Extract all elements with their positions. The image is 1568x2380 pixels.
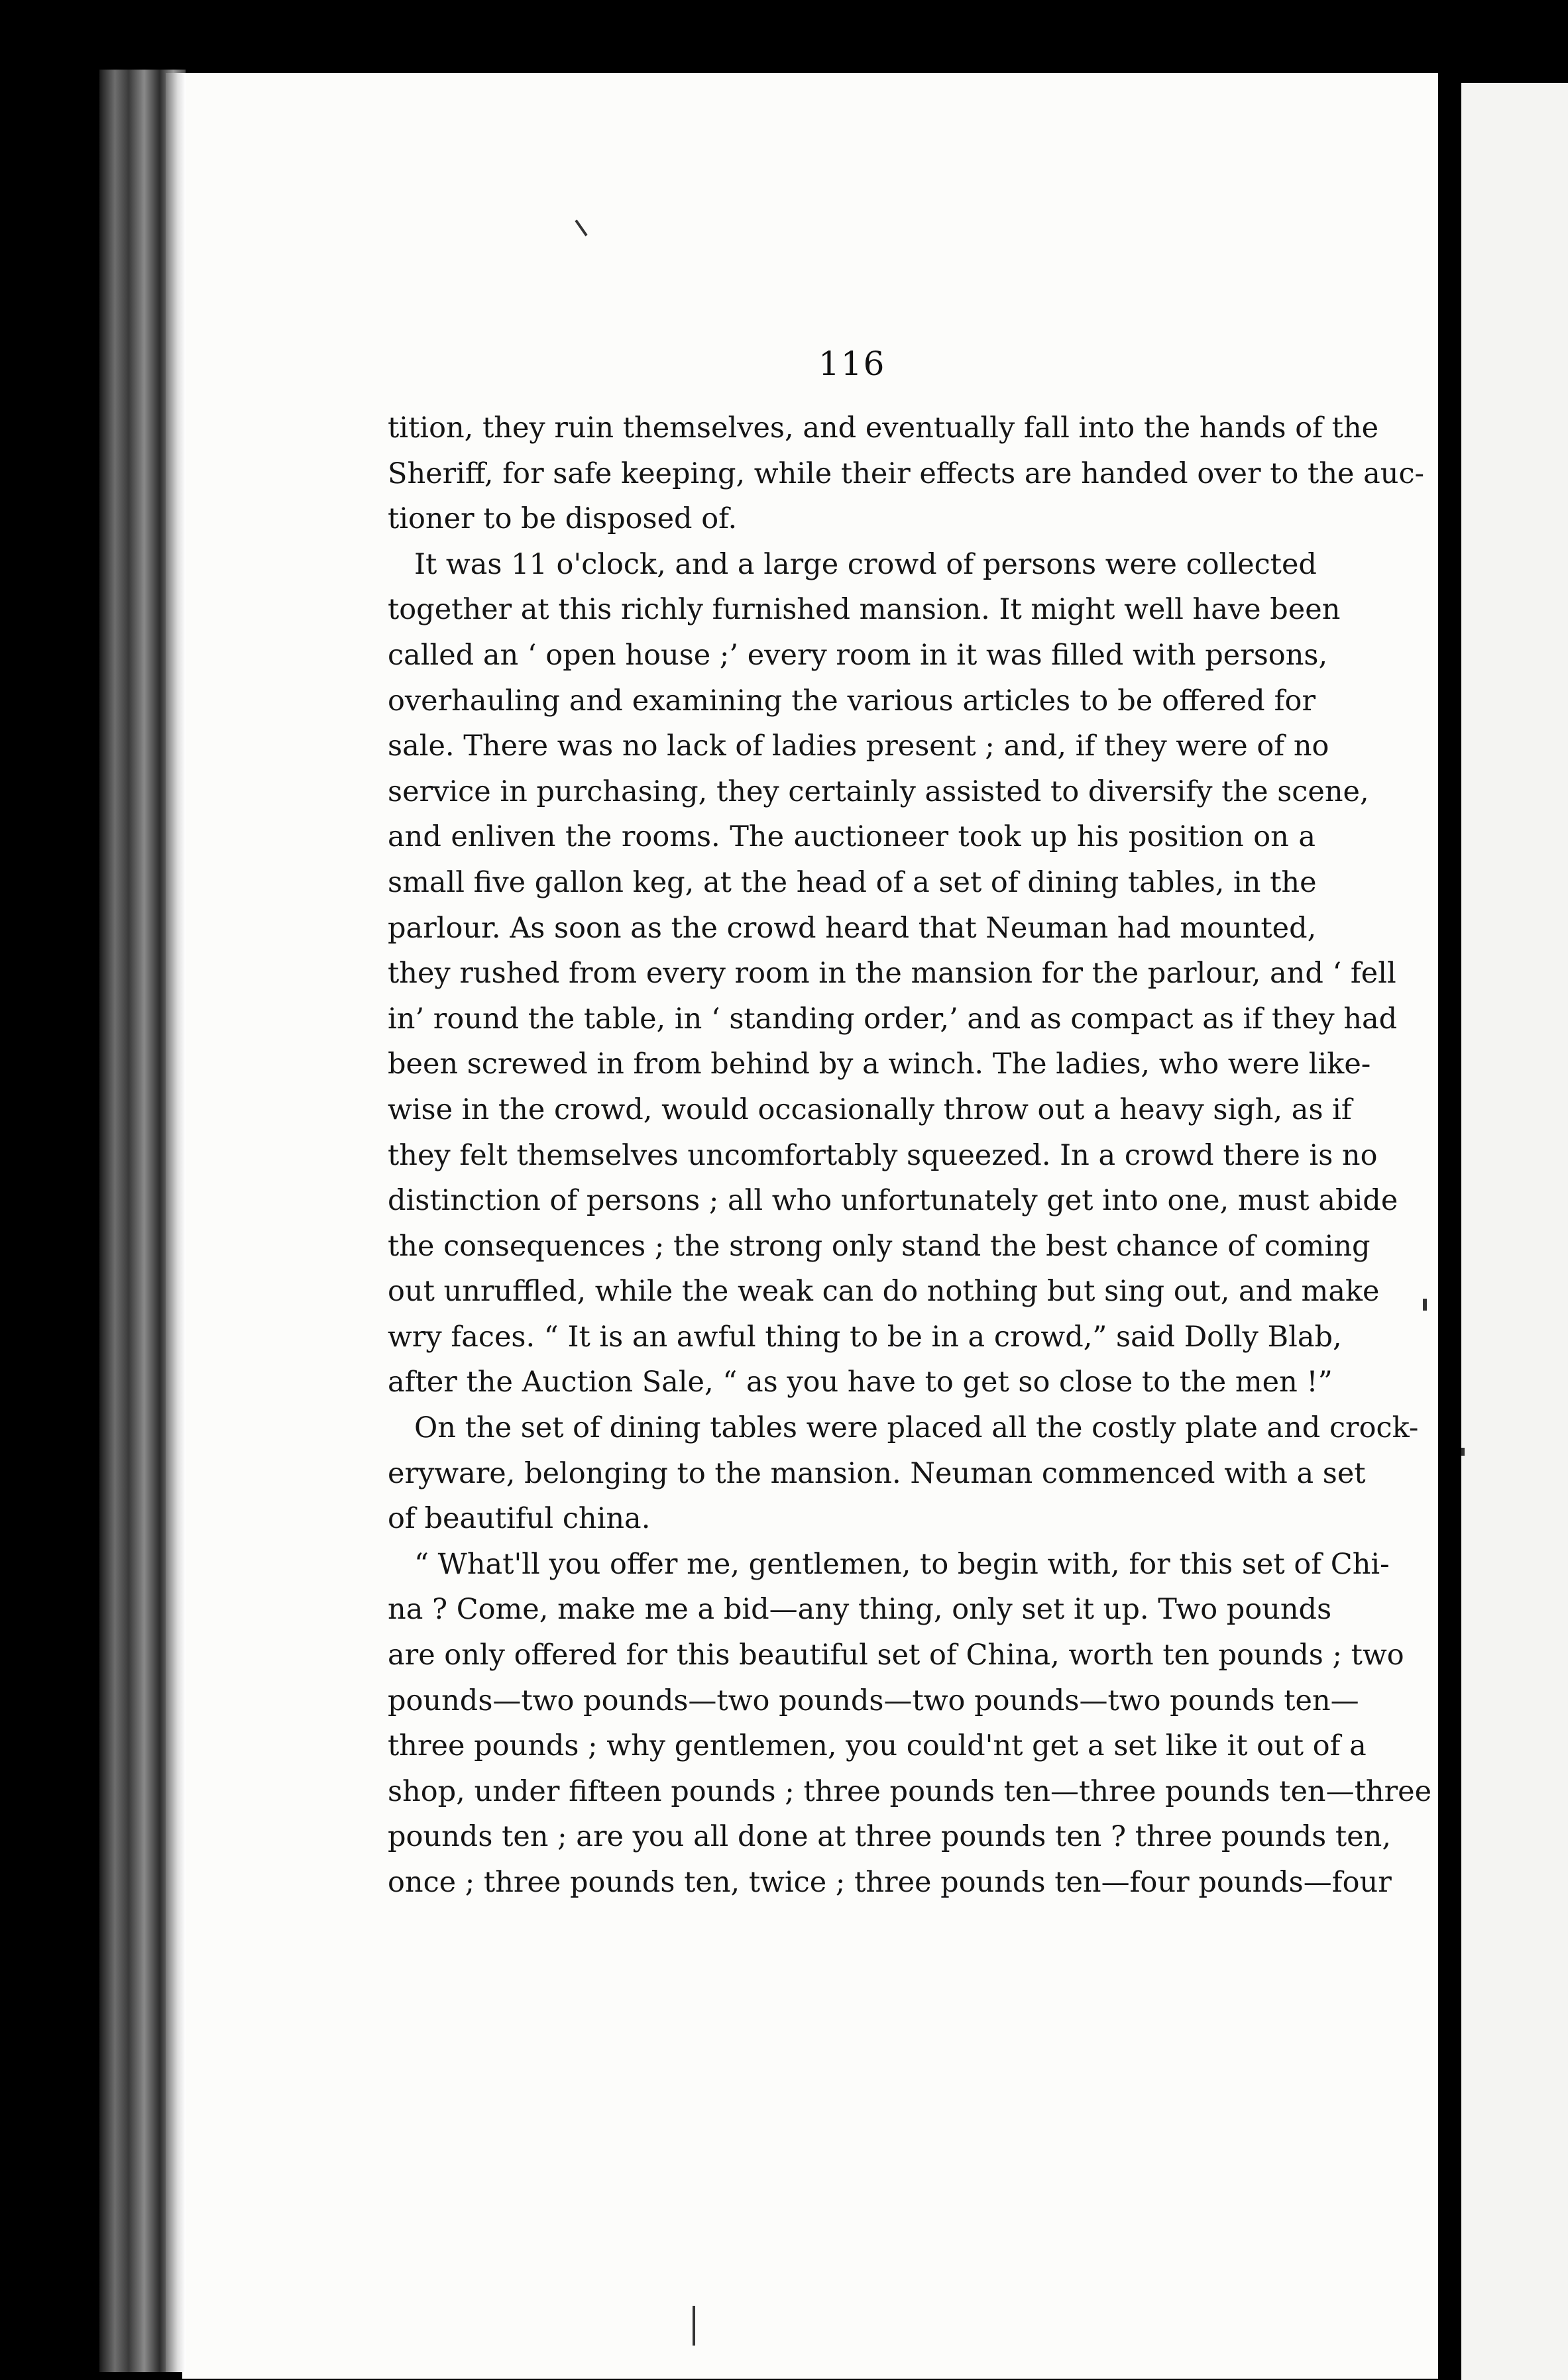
scan-speck [1461, 1448, 1465, 1456]
text-line: out unruffled, while the weak can do nothing but sing out, and make [388, 1275, 1380, 1309]
text-line: small five gallon keg, at the head of a set of dining tables, in the [388, 865, 1317, 899]
text-line: sale. There was no lack of ladies present ; and, if they were of no [388, 730, 1329, 763]
text-line: tition, they ruin themselves, and eventually fall into the hands of the [388, 411, 1379, 445]
scan-speck [1423, 1299, 1427, 1311]
facing-page-edge [1461, 83, 1568, 2380]
text-line: wry faces. “ It is an awful thing to be in a crowd,” said Dolly Blab, [388, 1320, 1342, 1354]
text-line: they felt themselves uncomfortably squeezed. In a crowd there is no [388, 1138, 1378, 1172]
text-line: service in purchasing, they certainly assisted to diversify the scene, [388, 775, 1369, 808]
text-line: after the Auction Sale, “ as you have to get so close to the men !” [388, 1366, 1333, 1399]
text-line: and enliven the rooms. The auctioneer took up his position on a [388, 820, 1316, 854]
text-line: been screwed in from behind by a winch. The ladies, who were like- [388, 1048, 1371, 1081]
text-line: called an ‘ open house ;’ every room in it was filled with persons, [388, 638, 1328, 672]
text-line: once ; three pounds ten, twice ; three pounds ten—four pounds—four [388, 1866, 1392, 1899]
text-line: pounds ten ; are you all done at three pounds ten ? three pounds ten, [388, 1820, 1391, 1854]
text-line: the consequences ; the strong only stand the best chance of coming [388, 1229, 1371, 1263]
body-text [388, 406, 1432, 1906]
text-line: On the set of dining tables were placed all the costly plate and crock- [414, 1411, 1419, 1445]
page-gutter-shadow [166, 73, 186, 2372]
text-line: they rushed from every room in the mansion for the parlour, and ‘ fell [388, 957, 1396, 991]
text-line: tioner to be disposed of. [388, 502, 738, 536]
text-line: distinction of persons ; all who unfortunately get into one, must abide [388, 1184, 1398, 1218]
text-line: wise in the crowd, would occasionally throw out a heavy sigh, as if [388, 1093, 1352, 1126]
text-line: shop, under fifteen pounds ; three pounds ten—three pounds ten—three [388, 1774, 1432, 1808]
page-number: 116 [818, 345, 886, 383]
text-line: of beautiful china. [388, 1502, 651, 1536]
text-line: na ? Come, make me a bid—any thing, only set it up. Two pounds [388, 1593, 1332, 1627]
text-line: It was 11 o'clock, and a large crowd of persons were collected [414, 547, 1317, 581]
text-line: eryware, belonging to the mansion. Neuman commenced with a set [388, 1456, 1366, 1490]
text-line: together at this richly furnished mansion. It might well have been [388, 593, 1341, 627]
text-line: in’ round the table, in ‘ standing order,’ and as compact as if they had [388, 1002, 1398, 1036]
text-line: parlour. As soon as the crowd heard that Neuman had mounted, [388, 911, 1317, 945]
text-line: “ What'll you offer me, gentlemen, to begin with, for this set of Chi- [414, 1547, 1390, 1581]
text-line: pounds—two pounds—two pounds—two pounds—two pounds ten— [388, 1684, 1359, 1717]
text-line: three pounds ; why gentlemen, you could'nt get a set like it out of a [388, 1729, 1367, 1763]
scan-speck [693, 2306, 695, 2346]
text-line: overhauling and examining the various articles to be offered for [388, 684, 1316, 718]
text-line: Sheriff, for safe keeping, while their effects are handed over to the auc- [388, 457, 1425, 490]
text-line: are only offered for this beautiful set of China, worth ten pounds ; two [388, 1639, 1404, 1672]
